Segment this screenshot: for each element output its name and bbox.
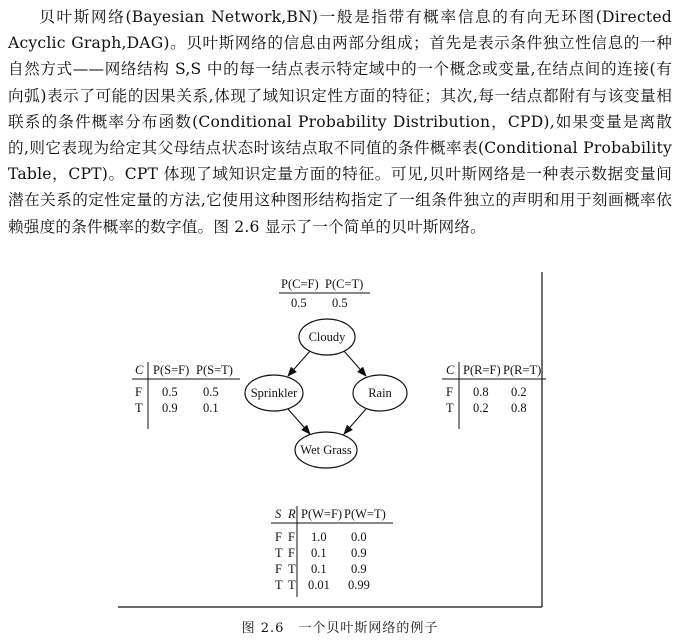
node-wetgrass-label: Wet Grass bbox=[300, 443, 352, 457]
table-c-value-1: 0.5 bbox=[291, 296, 307, 310]
table-w-row4-r: T bbox=[288, 578, 296, 592]
table-r-header-2: P(R=T) bbox=[503, 363, 542, 377]
table-w-row4-s: T bbox=[275, 578, 283, 592]
table-s-header-1: P(S=F) bbox=[153, 363, 190, 377]
table-s-row1-v2: 0.5 bbox=[203, 385, 219, 399]
table-w-row3-v2: 0.9 bbox=[351, 562, 367, 576]
node-wetgrass bbox=[295, 432, 357, 468]
node-rain-label: Rain bbox=[368, 386, 392, 400]
table-w-cond-r: R bbox=[288, 507, 296, 521]
table-w-row2-s: T bbox=[275, 546, 283, 560]
table-s-row2-v1: 0.9 bbox=[162, 401, 178, 415]
table-s-cond: C bbox=[135, 363, 144, 377]
table-c-header-1: P(C=F) bbox=[281, 277, 319, 291]
edge-cloudy-sprinkler bbox=[288, 351, 310, 376]
table-c-value-2: 0.5 bbox=[332, 296, 348, 310]
node-cloudy-label: Cloudy bbox=[308, 330, 346, 344]
table-r-row1-cond: F bbox=[446, 385, 453, 399]
table-s-row1-cond: F bbox=[135, 385, 142, 399]
table-w-row1-v2: 0.0 bbox=[351, 530, 367, 544]
table-r-header-1: P(R=F) bbox=[463, 363, 501, 377]
table-r-row2-v2: 0.8 bbox=[511, 401, 527, 415]
table-sprinkler-cpt bbox=[132, 362, 240, 429]
table-c-header-2: P(C=T) bbox=[325, 277, 364, 291]
table-s-header-2: P(S=T) bbox=[196, 363, 233, 377]
table-w-row3-v1: 0.1 bbox=[311, 562, 327, 576]
table-w-cond-s: S bbox=[275, 507, 282, 521]
table-s-row1-v1: 0.5 bbox=[162, 385, 178, 399]
table-w-row4-v1: 0.01 bbox=[308, 578, 330, 592]
table-w-row2-v2: 0.9 bbox=[351, 546, 367, 560]
table-w-row2-r: F bbox=[288, 546, 295, 560]
table-r-row2-v1: 0.2 bbox=[473, 401, 489, 415]
table-r-row1-v1: 0.8 bbox=[473, 385, 489, 399]
node-rain bbox=[353, 375, 407, 411]
table-r-row2-cond: T bbox=[446, 401, 454, 415]
table-s-row2-v2: 0.1 bbox=[203, 401, 219, 415]
table-w-row2-v1: 0.1 bbox=[311, 546, 327, 560]
node-sprinkler-label: Sprinkler bbox=[250, 386, 298, 400]
table-w-row1-r: F bbox=[288, 530, 295, 544]
edge-rain-wetgrass bbox=[344, 409, 366, 434]
figure-caption: 图 2.6 一个贝叶斯网络的例子 bbox=[241, 621, 439, 636]
table-w-row1-v1: 1.0 bbox=[311, 530, 327, 544]
table-w-row3-s: F bbox=[275, 562, 282, 576]
table-rain-cpt bbox=[442, 362, 546, 429]
node-cloudy bbox=[299, 319, 355, 355]
table-w-row1-s: F bbox=[275, 530, 282, 544]
table-r-row1-v2: 0.2 bbox=[511, 385, 527, 399]
table-w-header-2: P(W=T) bbox=[344, 507, 386, 521]
table-w-header-1: P(W=F) bbox=[301, 507, 343, 521]
edge-sprinkler-wetgrass bbox=[288, 409, 310, 434]
table-cloudy-prior bbox=[279, 277, 370, 310]
bayesian-network-figure bbox=[118, 272, 543, 611]
table-w-row3-r: T bbox=[288, 562, 296, 576]
figure-svg bbox=[118, 272, 543, 611]
table-r-cond: C bbox=[446, 363, 455, 377]
edge-cloudy-rain bbox=[344, 351, 366, 376]
body-paragraph: 贝叶斯网络(Bayesian Network,BN)一般是指带有概率信息的有向无环图(Directed Acyclic Graph,DAG)。贝叶斯网络的信息由两部分组成；首先是表示条件独立性信息的一种自然方式——网络结构 S,S 中的每一结点表示特定域中的一个概念或变量,在结点间的连接(有向弧)表示了可能的因果关系,体现了域知识定性方面的特征；其次,每一结点都附有与该变量相联系的条件概率分布函数(Conditional Probability Distribution，CPD),如果变量是离散的,则它表现为给定其父母结点状态时该结点取不同值的条件概率表(Conditional Probability Table，CPT)。CPT 体现了域知识定量方面的特征。可见,贝叶斯网络是一种表示数据变量间潜在关系的定性定量的方法,它使用这种图形结构指定了一组条件独立的声明和用于刻画概率依赖强度的条件概率的数字值。图 2.6 显示了一个简单的贝叶斯网络。 bbox=[8, 8, 672, 236]
table-w-row4-v2: 0.99 bbox=[348, 578, 370, 592]
table-wetgrass-cpt bbox=[271, 506, 393, 597]
table-s-row2-cond: T bbox=[135, 401, 143, 415]
node-sprinkler bbox=[245, 375, 303, 411]
